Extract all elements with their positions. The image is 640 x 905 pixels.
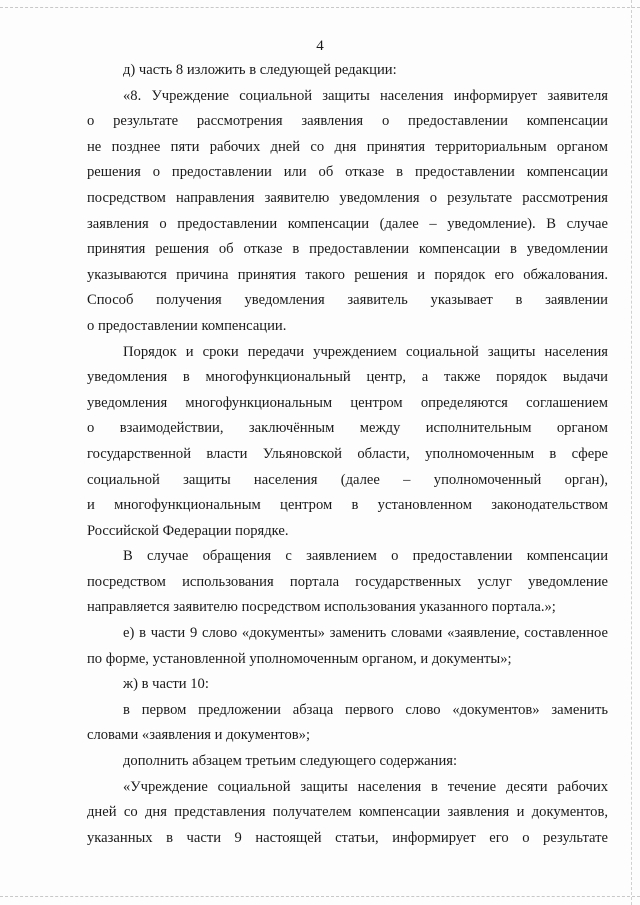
text-line: о взаимодействии, заключённым между исполнительным органом	[87, 420, 608, 437]
text-line: Российской Федерации порядке.	[87, 522, 289, 539]
text-line: дополнить абзацем третьим следующего содержания:	[123, 753, 458, 770]
text-line: «Учреждение социальной защиты населения в течение десяти рабочих	[123, 778, 608, 795]
text-line: Способ получения уведомления заявитель указывает в заявлении	[87, 292, 608, 309]
text-line: в первом предложении абзаца первого слово «документов» заменить	[123, 701, 608, 718]
text-line: направляется заявителю посредством использования указанного портала.»;	[87, 599, 556, 616]
scan-edge-bottom	[0, 896, 640, 897]
text-line: ж) в части 10:	[123, 676, 209, 693]
text-line: уведомления многофункциональным центром определяются соглашением	[87, 394, 608, 411]
text-line: заявления о предоставлении компенсации (далее – уведомление). В случае	[87, 215, 608, 232]
scan-edge-top	[0, 7, 640, 8]
text-line: д) часть 8 изложить в следующей редакции:	[123, 62, 397, 78]
text-line: указываются причина принятия такого решения и порядок его обжалования.	[87, 266, 608, 283]
text-line: о результате рассмотрения заявления о предоставлении компенсации	[87, 113, 608, 130]
text-line: государственной власти Ульяновской области, уполномоченным в сфере	[87, 445, 608, 462]
text-line: «8. Учреждение социальной защиты населения информирует заявителя	[123, 87, 608, 104]
text-line: социальной защиты населения (далее – уполномоченный орган),	[87, 471, 608, 488]
text-line: принятия решения об отказе в предоставлении компенсации в уведомлении	[87, 241, 608, 258]
text-line: уведомления в многофункциональный центр, а также порядок выдачи	[87, 369, 608, 386]
text-line: посредством направления заявителю уведомления о результате рассмотрения	[87, 189, 608, 206]
text-line: Порядок и сроки передачи учреждением социальной защиты населения	[123, 343, 608, 360]
text-line: по форме, установленной уполномоченным органом, и документы»;	[87, 650, 512, 667]
document-body	[87, 58, 608, 851]
text-line: решения о предоставлении или об отказе в предоставлении компенсации	[87, 164, 608, 181]
text-line: е) в части 9 слово «документы» заменить словами «заявление, составленное	[123, 625, 608, 642]
text-line: о предоставлении компенсации.	[87, 317, 287, 334]
scan-edge-right	[631, 0, 632, 905]
text-line: посредством использования портала государственных услуг уведомление	[87, 573, 608, 590]
text-line: не позднее пяти рабочих дней со дня принятия территориальным органом	[87, 138, 608, 155]
page-number: 4	[316, 38, 324, 54]
text-line: В случае обращения с заявлением о предоставлении компенсации	[123, 548, 608, 565]
text-line: словами «заявления и документов»;	[87, 727, 311, 744]
text-line: и многофункциональным центром в установленном законодательством	[87, 497, 608, 514]
text-line: указанных в части 9 настоящей статьи, информирует его о результате	[87, 829, 608, 846]
text-line: дней со дня представления получателем компенсации заявления и документов,	[87, 804, 608, 821]
